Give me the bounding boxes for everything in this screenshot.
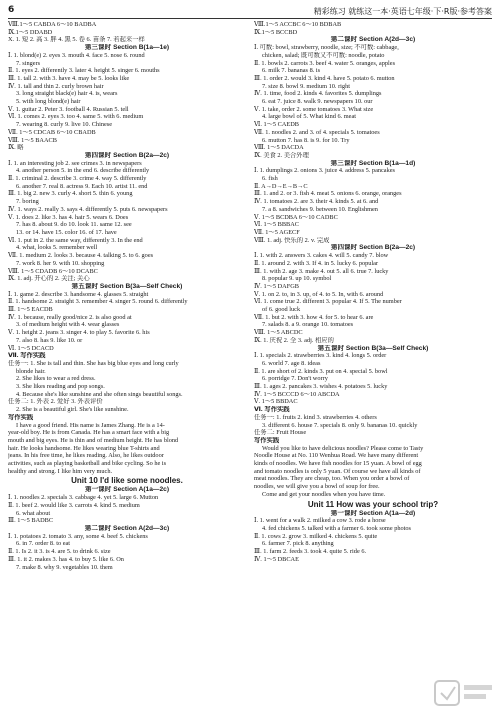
left-column-line: Ⅸ. 1. adj. 开心的 2. 关注; 关心 — [8, 275, 90, 283]
left-column-line: year-old boy. He is from Canada. He has a smart face with a big — [8, 429, 170, 437]
left-column-line: 3. of medium height with 4. wear glasses — [16, 321, 120, 329]
left-column-line: Ⅱ. 1. Is 2. it 3. is 4. are 5. to drink 6. size — [8, 548, 111, 556]
right-column-line: Ⅷ. 1～5 ABCDC — [254, 329, 303, 337]
left-column-line: 7. work 8. her 9. with 10. shopping — [16, 259, 105, 267]
left-column-line: 3. long straight black(e) hair 4. is, wears — [16, 90, 118, 98]
left-column-line: Ⅶ. 1～5 CDCAB 6～10 CBADB — [8, 128, 96, 136]
right-column-line: 6. world 7. age 8. ideas — [262, 359, 321, 367]
right-column-line: 4. large bowl of 5. What kind 6. meat — [262, 113, 357, 121]
left-column-line: 2. She likes to wear a red dress. — [16, 375, 96, 383]
left-column — [8, 21, 246, 706]
left-column-line: Ⅱ. 1. eyes 2. differently 3. later 4. height 5. singer 6. mouths — [8, 67, 160, 75]
right-column-line: Ⅷ. 1～5 DACDA — [254, 144, 304, 152]
left-column-line: Unit 10 I'd like some noodles. — [71, 476, 183, 486]
right-column-line: 任务二: Fruit House — [254, 429, 307, 437]
left-column-line: 3. She likes reading and pop songs. — [16, 383, 105, 391]
right-column-line: 6. farmer 7. pick 8. anything — [262, 540, 334, 548]
left-column-line: 7. singers — [16, 59, 41, 67]
right-column-line: Come and get your noodles when you have time. — [262, 490, 386, 498]
left-column-line: Ⅰ. 1. potatoes 2. tomato 3. any, some 4. beef 5. chickens — [8, 532, 148, 540]
right-column-line: Ⅴ. 1. take, order 2. some tomatoes 3. What size — [254, 105, 374, 113]
right-column-line: Would you like to have delicious noodles? Please come to Tasty — [262, 444, 424, 452]
right-column-line: Ⅴ. 1～5 BBDAC — [254, 398, 298, 406]
right-column-line: Ⅱ. A→D→E→B→C — [254, 182, 308, 190]
right-column-line: Ⅸ.1～5 BCCBD — [254, 28, 298, 36]
right-column-line: Ⅸ. 1. 庆祝 2. 全 3. adj. 相应的 — [254, 336, 334, 344]
right-column-line: 6. fish — [262, 175, 278, 183]
right-column-line: Ⅳ. 1. tomatoes 2. are 3. their 4. kinds 5. at 6. and — [254, 198, 379, 206]
left-column-line: Ⅶ. 1. medium 2. looks 3. because 4. talking 5. to 6. goes — [8, 252, 154, 260]
left-column-line: Ⅵ. 1. comes 2. eyes 3. too 4. same 5. with 6. medium — [8, 113, 144, 121]
page-number: 6 — [8, 5, 15, 15]
right-column-line: Ⅳ. 1～5 DAFGB — [254, 282, 299, 290]
page-header — [8, 4, 492, 19]
left-column-line: Ⅸ. 略 — [8, 144, 24, 152]
left-column-line: Ⅳ. 1. because, really good/nice 2. is also good at — [8, 313, 132, 321]
left-column-line: 6. another 7. real 8. actress 9. Each 10. artist 11. end — [16, 182, 148, 190]
left-column-line: Ⅲ. 1. tall 2. with 3. have 4. may be 5. looks like — [8, 74, 130, 82]
right-column-line: 6. mutton 7. has 8. is 9. for 10. Try — [262, 136, 350, 144]
right-column-line: 7. salads 8. a 9. orange 10. tomatoes — [262, 321, 354, 329]
right-column-line: Noodle House at No. 110 Wenhua Road. We have many different — [254, 452, 419, 460]
left-column-line: 第一课时 Section A(1a—2c) — [84, 486, 170, 494]
right-column-line: 第二课时 Section A(2d—3c) — [330, 36, 416, 44]
right-column-line: Ⅴ. 1. on 2. to, in 3. up, of 4. to 5. In, with 6. around — [254, 290, 384, 298]
left-column-line: 6. what about — [16, 509, 51, 517]
left-column-line: Ⅵ. 1～5 DCACD — [8, 344, 54, 352]
left-column-line: Ⅴ. 1. does 2. like 3. has 4. hair 5. wears 6. Does — [8, 213, 129, 221]
right-column-line: 第一课时 Section A(1a—2d) — [330, 509, 416, 517]
left-column-line: 4. another person 5. in the end 6. describe differently — [16, 167, 150, 175]
right-column-line: Ⅷ.1～5 ACCBC 6～10 BDBAB — [254, 21, 342, 28]
left-column-line: 7. make 8. why 9. vegetables 10. them — [16, 563, 113, 571]
right-column-line: Ⅰ. 1. dumplings 2. onions 3. juice 4. address 5. pancakes — [254, 167, 395, 175]
left-column-line: Ⅲ. 1～5 EACDB — [8, 306, 53, 314]
left-column-line: 7. has 8. about 9. do 10. look 11. same 12. see — [16, 221, 132, 229]
left-column-line: hair. He looks handsome. He likes wearing blue T-shirts and — [8, 444, 160, 452]
right-column-line: Ⅱ. 1. are short of 2. kinds 3. put on 4. special 5. bowl — [254, 367, 388, 375]
left-column-line: Ⅳ. 1. tall and thin 2. curly brown hair — [8, 82, 104, 90]
right-column-line: chicken, salad; 既可数又不可数: noodle, potato — [262, 51, 385, 59]
right-column-line: kinds of noodles. We have fish noodles for 15 yuan. A bowl of egg — [254, 460, 422, 468]
left-column-line: Ⅷ.1～5 CABDA 6～10 BADBA — [8, 21, 97, 28]
right-column-line: Ⅵ. 1～5 BBBAC — [254, 221, 299, 229]
left-column-line: Ⅲ. 1. big 2. new 3. curly 4. short 5. thin 6. young — [8, 190, 133, 198]
right-column-line: Ⅱ. 1. around 2. with 3. If 4. in 5. lucky 6. popular — [254, 259, 379, 267]
right-column-line: Ⅳ. 1. time, food 2. kinds 4. favorites 5. dumplings — [254, 90, 382, 98]
left-column-line: Ⅰ. 1. an interesting job 2. see crimes 3. in newspapers — [8, 159, 142, 167]
right-column-line: 8. popular 9. up 10. symbol — [262, 275, 332, 283]
left-column-line: Ⅰ. 1. game 2. describe 3. handsome 4. glasses 5. straight — [8, 290, 149, 298]
left-column-line: 4. what, looks 5. remember well — [16, 244, 98, 252]
left-column-line: activities, such as playing basketball and bike cycling. So he is — [8, 460, 167, 468]
left-column-line: 7. also 8. has 9. like 10. or — [16, 336, 83, 344]
left-column-line: healthy and strong. I like him very much. — [8, 467, 113, 475]
left-column-line: Ⅵ. 1. put in 2. the same way, differently 3. In the end — [8, 236, 143, 244]
left-column-line: Ⅰ. 1. blond(e) 2. eyes 3. mouth 4. face 5. nose 6. round — [8, 51, 145, 59]
right-column-line: 4. fed chickens 5. talked with a farmer 6. took some photos — [262, 525, 411, 532]
right-column-line: Ⅵ. 1～5 CAEDB — [254, 121, 299, 129]
right-column-line: Ⅲ. 1. farm 2. feeds 3. took 4. quite 5. ride 6. — [254, 548, 367, 556]
right-column-line: Ⅰ. 1. specials 2. strawberries 3. kind 4. longs 5. order — [254, 352, 387, 360]
left-column-line: 任务二: 1. 外表 2. 爱好 3. 外表评价 — [8, 398, 103, 406]
right-column-line: Ⅲ. 1. ages 2. pancakes 3. wishes 4. potatoes 5. lucky — [254, 383, 388, 391]
right-column — [254, 21, 492, 706]
right-column-line: meat noodles. They are cheap, too. When you order a bowl of — [254, 475, 410, 483]
right-column-line: 7. a 8. sandwiches 9. between 10. Englishmen — [262, 205, 378, 213]
left-column-line: Ⅰ. 1. noodles 2. specials 3. cabbage 4. yet 5. large 6. Mutton — [8, 494, 159, 502]
right-column-line: Ⅰ. 1. with 2. answers 3. cakes 4. will 5. candy 7. blow — [254, 252, 389, 260]
right-column-line: 写作实践 — [254, 436, 280, 444]
left-column-line: 7. wearing 8. curly 9. live 10. Chinese — [16, 121, 113, 129]
right-column-line: Unit 11 How was your school trip? — [307, 499, 439, 509]
left-column-line: Ⅱ. 1. beef 2. would like 3. carrots 4. kind 5. medium — [8, 501, 140, 509]
right-column-line: Ⅳ. 1～5 DBCAE — [254, 555, 299, 563]
right-column-line: Ⅶ. 1. but 2. with 3. how 4. for 5. to hear 6. are — [254, 313, 374, 321]
left-column-line: 6. in 7. order 8. to eat — [16, 540, 71, 548]
watermark-logo-icon — [434, 678, 494, 708]
right-column-line: 6. milk 7. bananas 8. is — [262, 67, 321, 75]
right-column-line: Ⅴ. 1～5 BCDBA 6～10 CADBC — [254, 213, 338, 221]
left-column-line: 2. She is a beautiful girl. She's like sunshine. — [16, 406, 129, 414]
right-column-line: noodles, we will give you a bowl of soup for free. — [254, 483, 380, 491]
right-column-line: Ⅳ. 1～5 BCCCD 6～10 ABCDA — [254, 390, 340, 398]
left-column-line: mouth and big eyes. He is thin and of medium height. He has blond — [8, 436, 179, 444]
right-column-line: Ⅲ. 1. order 2. would 3. kind 4. have 5. potato 6. mutton — [254, 74, 395, 82]
left-column-line: 5. with long blond(e) hair — [16, 98, 81, 106]
left-column-line: 写作实践 — [8, 413, 34, 421]
left-column-line: Ⅶ. 写作实践 — [8, 352, 46, 360]
left-column-line: X. 1. 短 2. 高 3. 胖 4. 黑 5. 卷 6. 苗条 7. 若起来一样 — [8, 36, 145, 44]
left-column-line: 第四课时 Section B(2a—2c) — [84, 151, 170, 159]
left-column-line: Ⅱ. 1. criminal 2. describe 3. crime 4. way 5. differently — [8, 175, 147, 183]
right-column-line: 第三课时 Section B(1a—1d) — [330, 159, 416, 167]
right-column-line: 6. eat 7. juice 8. walk 9. newspapers 10. our — [262, 98, 373, 106]
left-column-line: blonde hair. — [16, 367, 46, 375]
right-column-line: 第四课时 Section B(2a—2c) — [330, 244, 416, 252]
left-column-line: 第二课时 Section A(2d—3c) — [84, 525, 170, 532]
left-column-line: Ⅱ. 1. handsome 2. straight 3. remember 4. singer 5. round 6. differently — [8, 298, 188, 306]
left-column-line: Ⅷ. 1～5 BAACB — [8, 136, 57, 144]
left-column-line: I have a good friend. His name is James Zhang. He is a 14- — [16, 421, 165, 429]
left-column-line: 任务一: 1. She is tall and thin. She has big blue eyes and long curly — [8, 359, 179, 367]
right-column-line: 7. size 8. bowl 9. medium 10. right — [262, 82, 350, 90]
left-column-line: Ⅲ. 1. it 2. makes 3. has 4. to buy 5. like 6. On — [8, 555, 124, 563]
right-column-line: of 6. good luck — [262, 306, 301, 314]
left-column-line: Ⅳ. 1. ways 2. really 3. says 4. differently 5. puts 6. newspapers — [8, 205, 168, 213]
right-column-line: Ⅱ. 1. bowls 2. carrots 3. beef 4. water 5. oranges, apples — [254, 59, 396, 67]
left-column-line: Ⅴ. 1. height 2. jeans 3. singer 4. to play 5. favorite 6. his — [8, 329, 150, 337]
right-column-line: Ⅲ. 1. and 2. or 3. fish 4. meat 5. onions 6. orange, oranges — [254, 190, 402, 198]
header-title: 精彩练习 就练这一本·英语七年级·下·R版·参考答案 — [313, 7, 492, 16]
right-column-line: Ⅷ. 1. adj. 快乐的 2. v. 完成 — [254, 236, 330, 244]
right-column-line: 6. porridge 7. Don't worry — [262, 375, 328, 383]
right-column-line: Ⅵ. 写作实践 — [254, 406, 290, 414]
left-column-line: 4. Because she's like sunshine and she often sings beautiful songs. — [16, 390, 183, 398]
right-column-line: and tomato noodles is only 5 yuan. Of course we have all kinds of — [254, 467, 421, 475]
left-column-line: 13. or 14. have 15. color 16. of 17. have — [16, 228, 117, 236]
left-column-line: 7. boring — [16, 198, 39, 206]
left-column-line: Ⅷ. 1～5 CDADB 6～10 DCABC — [8, 267, 98, 275]
right-column-line: Ⅶ. 1～5 AGECF — [254, 228, 300, 236]
right-column-line: Ⅲ. 1. with 2. age 3. make 4. out 5. all 6. true 7. lucky — [254, 267, 389, 275]
left-column-line: Ⅸ.1～5 DDABD — [8, 28, 53, 36]
right-column-line: Ⅰ. 可数: bowl, strawberry, noodle, size; 不可数: cabbage, — [254, 44, 399, 52]
left-column-line: Ⅴ. 1. guitar 2. Peter 3. football 4. Russian 5. tell — [8, 105, 129, 113]
right-column-line: Ⅸ. 美食 2. 美合外理 — [254, 151, 309, 159]
left-column-line: Ⅲ. 1～5 BADBC — [8, 517, 54, 525]
right-column-line: Ⅰ. 1. went for a walk 2. milked a cow 3. rode a horse — [254, 517, 386, 525]
right-column-line: Ⅱ. 1. cows 2. grow 3. milked 4. chickens 5. quite — [254, 532, 378, 540]
left-column-line: 第五课时 Section B(3a—Self Check) — [71, 282, 183, 290]
left-column-line: 第三课时 Section B(1a—1e) — [84, 44, 170, 52]
right-column-line: 3. different 6. house 7. specials 8. only 9. bananas 10. quickly — [262, 421, 418, 429]
right-column-line: 第五课时 Section B(3a—Self Check) — [317, 344, 429, 352]
right-column-line: 任务一: 1. fruits 2. kind 3. strawberries 4. others — [254, 413, 377, 421]
right-column-line: Ⅵ. 1. come true 2. different 3. popular 4. If 5. The number — [254, 298, 402, 306]
right-column-line: Ⅶ. 1. noodles 2. and 3. of 4. specials 5. tomatoes — [254, 128, 380, 136]
left-column-line: jeans. In his free time, he likes reading. Also, he likes outdoor — [8, 452, 164, 460]
